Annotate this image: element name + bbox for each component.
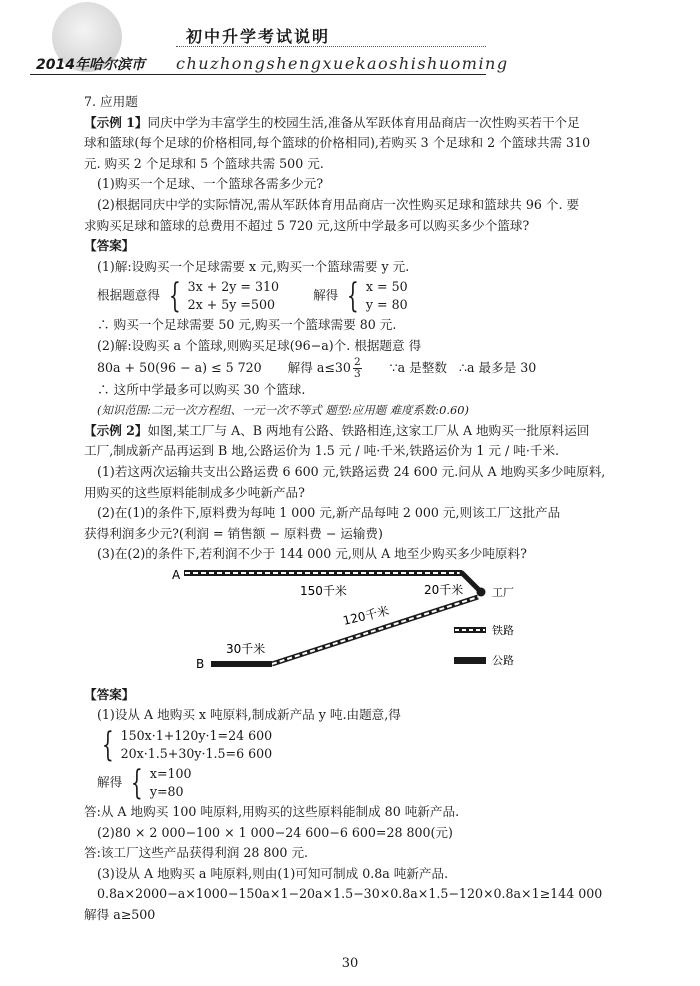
factory-dot (477, 587, 486, 596)
header-rule (30, 74, 486, 75)
ex2-answer2: (2)80 × 2 000−100 × 1 000−24 600−6 600=28 800(元) (97, 824, 453, 840)
point-a-label: A (172, 567, 181, 582)
ex1-question2-line2: 求购买足球和篮球的总费用不超过 5 720 元,这所中学最多可以购买多少个篮球? (84, 217, 530, 233)
len-a-rail-label: 150千米 (300, 583, 347, 598)
header-year: 2014年哈尔滨市 (36, 57, 145, 73)
ex2-intro-line1: 【示例 2】如图,某工厂与 A、B 两地有公路、铁路相连,这家工厂从 A 地购买一批原料运回 (84, 422, 590, 438)
ex2-question1-line1: (1)若这两次运输共支出公路运费 6 600 元,铁路运费 24 600 元.问从 A 地购买多少吨原料, (97, 463, 606, 479)
section-title: 7. 应用题 (84, 94, 138, 109)
point-b-label: B (196, 656, 205, 671)
ex2-equation-system (84, 726, 632, 764)
ex1-question1: (1)购买一个足球、一个篮球各需多少元? (97, 176, 324, 192)
ex1-equation-system: 根据题意得 { 3x + 2y = 310 2x + 5y =500 解得 { x = 50 y = 80 (97, 276, 408, 317)
ex2-system-solution: { x=100 y=80 (131, 763, 192, 804)
factory-label: 工厂 (492, 585, 514, 599)
ex2-intro-line2: 工厂,制成新产品再运到 B 地,公路运价为 1.5 元 / 吨·千米,铁路运价为 1 元 / 吨·千米. (84, 443, 560, 459)
ex1-answer2-conclusion: ∴ 这所中学最多可以购买 30 个篮球. (97, 381, 306, 397)
fraction-two-thirds: $\frac{2}{3}$ (353, 355, 361, 380)
ex2-answer3-inequality: 0.8a×2000−a×1000−150a×1−20a×1.5−30×0.8a×1.5−120×0.8a×1≥144 000 (97, 886, 603, 902)
page-content (84, 92, 632, 926)
ex2-label: 【示例 2】 (84, 422, 148, 438)
ex2-answer-label: 【答案】 (84, 686, 135, 702)
legend-road-label: 公路 (492, 653, 514, 667)
ex1-answer1-conclusion: ∴ 购买一个足球需要 50 元,购买一个篮球需要 80 元. (97, 317, 397, 333)
ex2-system-eqs: { 150x·1+120y·1=24 600 20x·1.5+30y·1.5=6 600 (101, 725, 273, 766)
len-b-rail-label: 120千米 (341, 603, 391, 628)
legend-road-swatch (454, 657, 486, 664)
header-pinyin: chuzhongshengxuekaoshishuoming (176, 54, 509, 73)
ex1-question2-line1: (2)根据同庆中学的实际情况,需从军跃体育用品商店一次性购买足球和篮球共 96 个. 要 (97, 196, 580, 212)
page-number: 30 (341, 956, 359, 971)
road-a-factory (462, 573, 480, 591)
ex1-answer1: (1)解:设购买一个足球需要 x 元,购买一个篮球需要 y 元. (97, 258, 410, 274)
route-diagram (84, 567, 632, 685)
ex1-intro-line3: 元. 购买 2 个足球和 5 个篮球共需 500 元. (84, 155, 324, 171)
ex1-intro-line2: 球和篮球(每个足球的价格相同,每个篮球的价格相同),若购买 3 个足球和 2 个篮球共需 310 (84, 135, 591, 151)
ex2-answer3-solution: 解得 a≥500 (84, 907, 156, 923)
header-dotted-rule (176, 46, 486, 47)
ex1-answer2: (2)解:设购买 a 个篮球,则购买足球(96−a)个. 根据题意 得 (97, 337, 422, 353)
header-title: 初中升学考试说明 (186, 27, 331, 46)
ex1-system-solution: { x = 50 y = 80 (347, 276, 408, 317)
ex1-answer-label: 【答案】 (84, 238, 135, 254)
ex1-label: 【示例 1】 (84, 114, 148, 130)
ex1-intro-line1: 【示例 1】同庆中学为丰富学生的校园生活,准备从军跃体育用品商店一次性购买若干个足 (84, 114, 580, 130)
len-b-road-label: 30千米 (226, 641, 266, 656)
legend-rail-label: 铁路 (492, 623, 514, 637)
ex2-answer1-conclusion: 答:从 A 地购买 100 吨原料,用购买的这些原料能制成 80 吨新产品. (84, 804, 460, 820)
len-a-road-label: 20千米 (424, 582, 464, 597)
ex2-answer1: (1)设从 A 地购买 x 吨原料,制成新产品 y 吨.由题意,得 (97, 707, 401, 723)
ex2-question3: (3)在(2)的条件下,若利润不少于 144 000 元,则从 A 地至少购买多少吨原料? (97, 546, 527, 562)
ex2-question2-line1: (2)在(1)的条件下,原料费为每吨 1 000 元,新产品每吨 2 000 元,则该工厂这批产品 (97, 505, 561, 521)
ex2-answer2-conclusion: 答:该工厂这些产品获得利润 28 800 元. (84, 845, 309, 861)
ex2-solution-system: 解得 { x=100 y=80 (97, 763, 192, 804)
ex1-system-eqs: { 3x + 2y = 310 2x + 5y =500 (168, 276, 280, 317)
ex1-inequality: 80a + 50(96 − a) ≤ 5 720 解得 a≤30 $\frac{2}{3}$ ∵a 是整数 ∴a 最多是 30 (97, 355, 537, 380)
route-diagram-svg (84, 567, 632, 685)
ex2-question1-line2: 用购买的这些原料能制成多少吨新产品? (84, 484, 305, 500)
ex2-answer3: (3)设从 A 地购买 a 吨原料,则由(1)可知可制成 0.8a 吨新产品. (97, 865, 449, 881)
ex1-knowledge-note: (知识范围:二元一次方程组、一元一次不等式 题型:应用题 难度系数:0.60) (97, 403, 469, 418)
ex2-question2-line2: 获得利润多少元?(利润 = 销售额 − 原料费 − 运输费) (84, 525, 383, 541)
page-header (0, 0, 700, 92)
